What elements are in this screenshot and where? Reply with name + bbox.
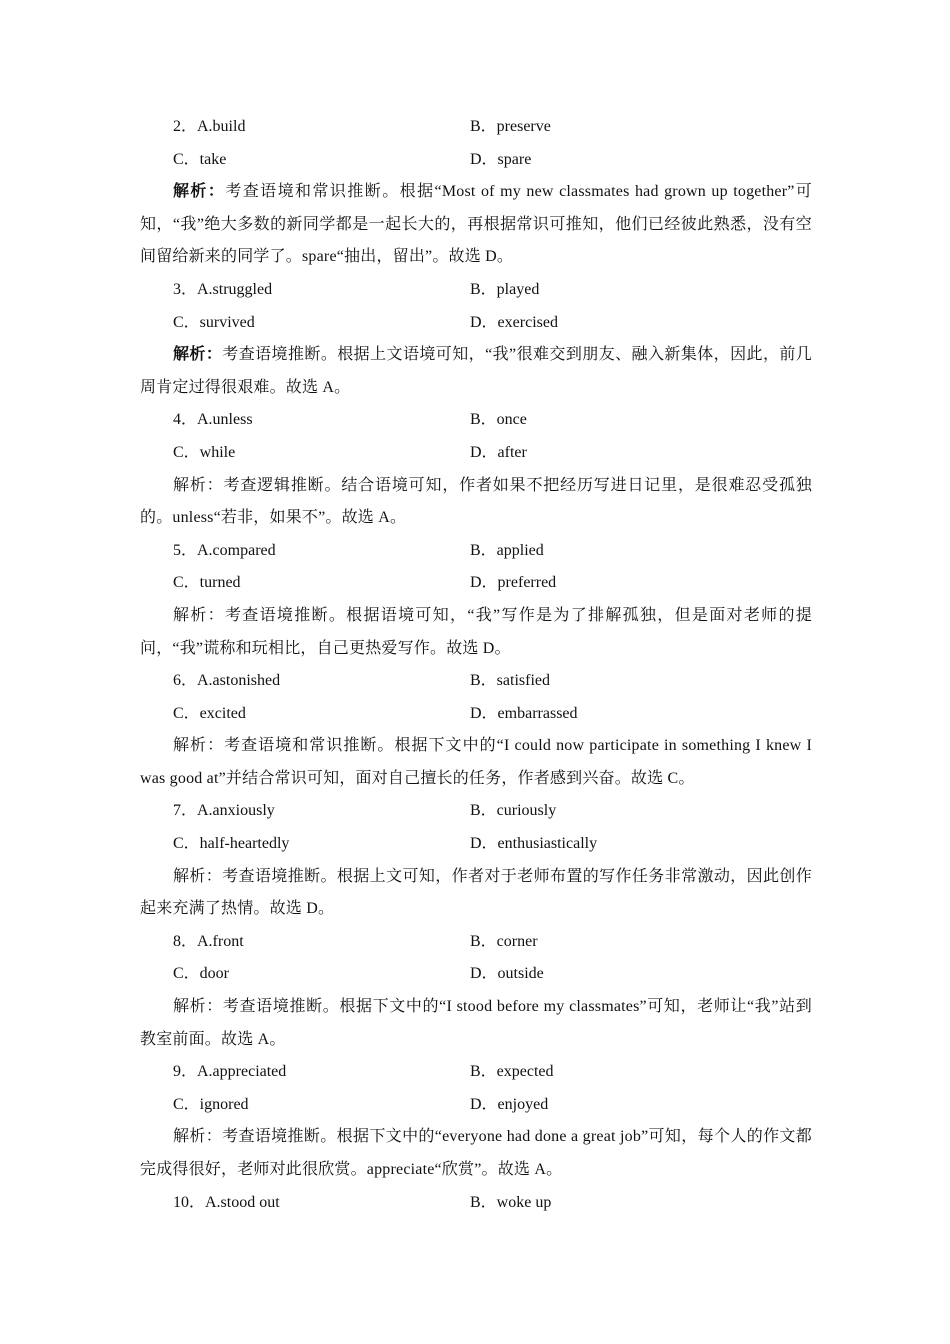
option-d: D．enthusiastically [470,835,598,853]
option-b: B．woke up [470,1193,552,1211]
analysis-text: 考查语境推断。根据下文中的“I stood before my classmates”可知，老师让“我”站到教室前面。故选 A。 [140,998,812,1048]
question-list [140,111,812,1219]
option-a: 3．A.struggled [173,280,273,298]
option-a: 9．A.appreciated [173,1063,287,1081]
option-b: B．once [470,411,527,429]
option-c: C．door [173,965,230,983]
option-c: C．survived [173,313,255,331]
analysis-text: 考查语境推断。根据上文语境可知，“我”很难交到朋友、融入新集体，因此，前几周肯定过得很艰难。故选 A。 [140,346,812,396]
analysis-text: 考查语境和常识推断。根据下文中的“I could now participate in something I knew I was good at”并结合常识可知，面对自己擅长的任务，作者感到兴奋。故选 C。 [140,737,812,787]
option-b: B．satisfied [470,672,550,690]
analysis-paragraph [140,470,812,535]
option-a: 7．A.anxiously [173,802,275,820]
option-b: B．expected [470,1063,554,1081]
options-row-ab [140,404,812,437]
analysis-paragraph [140,991,812,1056]
option-c: C．excited [173,704,246,722]
analysis-label: 解析： [173,867,223,885]
analysis-label: 解析： [173,346,223,364]
option-b: B．played [470,280,540,298]
options-row-cd [140,567,812,600]
options-row-ab [140,1056,812,1089]
option-b: B．curiously [470,802,557,820]
option-c: C．ignored [173,1095,249,1113]
options-row-cd [140,1089,812,1122]
option-a: 8．A.front [173,932,244,950]
option-b: B．corner [470,932,538,950]
options-row-ab [140,1187,812,1220]
analysis-paragraph [140,730,812,795]
option-c: C．take [173,150,227,168]
options-row-cd [140,307,812,340]
analysis-label: 解析： [173,998,223,1016]
option-d: D．outside [470,965,544,983]
options-row-cd [140,828,812,861]
options-row-cd [140,698,812,731]
option-a: 6．A.astonished [173,672,281,690]
analysis-paragraph [140,600,812,665]
options-row-ab [140,926,812,959]
option-d: D．enjoyed [470,1095,549,1113]
analysis-paragraph [140,1121,812,1186]
option-d: D．spare [470,150,532,168]
option-d: D．embarrassed [470,704,578,722]
analysis-text: 考查语境推断。根据下文中的“everyone had done a great job”可知，每个人的作文都完成得很好，老师对此很欣赏。appreciate“欣赏”。故选 A。 [140,1128,812,1178]
options-row-ab [140,535,812,568]
option-a: 10．A.stood out [173,1193,280,1211]
option-b: B．preserve [470,118,551,135]
option-d: D．preferred [470,574,557,592]
option-d: D．exercised [470,313,558,331]
option-c: C．while [173,443,236,461]
analysis-label: 解析： [173,737,225,755]
analysis-label: 解析： [173,606,225,624]
analysis-paragraph [140,176,812,274]
analysis-text: 考查语境推断。根据上文可知，作者对于老师布置的写作任务非常激动，因此创作起来充满了热情。故选 D。 [140,867,812,918]
options-row-cd [140,437,812,470]
analysis-label: 解析： [173,183,226,201]
options-row-cd [140,958,812,991]
analysis-text: 考查逻辑推断。结合语境可知，作者如果不把经历写进日记里，是很难忍受孤独的。unless“若非，如果不”。故选 A。 [140,476,812,527]
option-c: C．half-heartedly [173,835,290,853]
option-a: 4．A.unless [173,411,253,429]
option-a: 2．A.build [173,118,246,135]
option-b: B．applied [470,541,544,559]
options-row-ab [140,274,812,307]
options-row-cd [140,144,812,177]
option-d: D．after [470,443,527,461]
option-a: 5．A.compared [173,541,276,559]
analysis-paragraph [140,339,812,404]
analysis-text: 考查语境和常识推断。根据“Most of my new classmates had grown up together”可知，“我”绝大多数的新同学都是一起长大的，再根据常识可推知，他们已经彼此熟悉，没有空间留给新来的同学了。spare“抽出，留出”。故选 D。 [140,183,812,266]
analysis-text: 考查语境推断。根据语境可知，“我”写作是为了排解孤独，但是面对老师的提问，“我”谎称和玩相比，自己更热爱写作。故选 D。 [140,606,812,657]
analysis-label: 解析： [173,476,224,494]
options-row-ab [140,795,812,828]
analysis-paragraph [140,861,812,926]
options-row-ab [140,111,812,144]
options-row-ab [140,665,812,698]
analysis-label: 解析： [173,1128,223,1146]
option-c: C．turned [173,574,241,592]
